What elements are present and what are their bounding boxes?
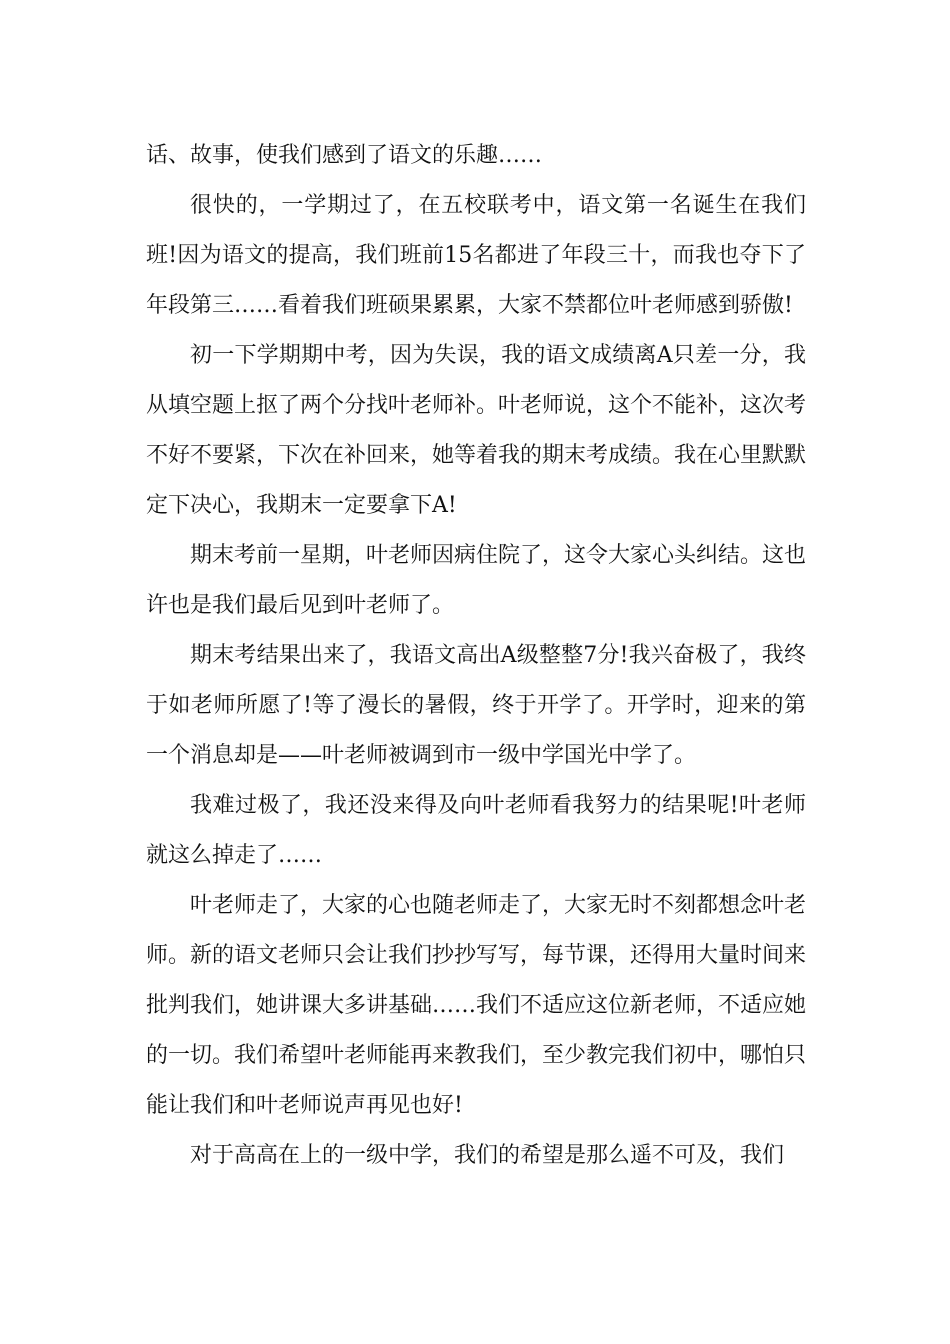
document-body — [146, 131, 806, 1181]
paragraph-2: 很快的，一学期过了，在五校联考中，语文第一名诞生在我们班!因为语文的提高，我们班前15名都进了年段三十，而我也夺下了年段第三……看着我们班硕果累累，大家不禁都位叶老师感到骄傲! — [146, 193, 806, 318]
paragraph-8: 对于高高在上的一级中学，我们的希望是那么遥不可及，我们 — [190, 1143, 785, 1168]
paragraph-1: 话、故事，使我们感到了语文的乐趣…… — [146, 143, 543, 168]
paragraph-5: 期末考结果出来了，我语文高出A级整整7分!我兴奋极了，我终于如老师所愿了!等了漫长的暑假，终于开学了。开学时，迎来的第一个消息却是——叶老师被调到市一级中学国光中学了。 — [146, 643, 806, 768]
paragraph-6: 我难过极了，我还没来得及向叶老师看我努力的结果呢!叶老师就这么掉走了…… — [146, 793, 806, 868]
paragraph-3: 初一下学期期中考，因为失误，我的语文成绩离A只差一分，我从填空题上抠了两个分找叶老师补。叶老师说，这个不能补，这次考不好不要紧，下次在补回来，她等着我的期末考成绩。我在心里默默定下决心，我期末一定要拿下A! — [146, 343, 807, 518]
paragraph-4: 期末考前一星期，叶老师因病住院了，这令大家心头纠结。这也许也是我们最后见到叶老师了。 — [146, 543, 807, 618]
paragraph-7: 叶老师走了，大家的心也随老师走了，大家无时不刻都想念叶老师。新的语文老师只会让我们抄抄写写，每节课，还得用大量时间来批判我们，她讲课大多讲基础……我们不适应这位新老师，不适应她的一切。我们希望叶老师能再来教我们，至少教完我们初中，哪怕只能让我们和叶老师说声再见也好! — [146, 893, 807, 1118]
